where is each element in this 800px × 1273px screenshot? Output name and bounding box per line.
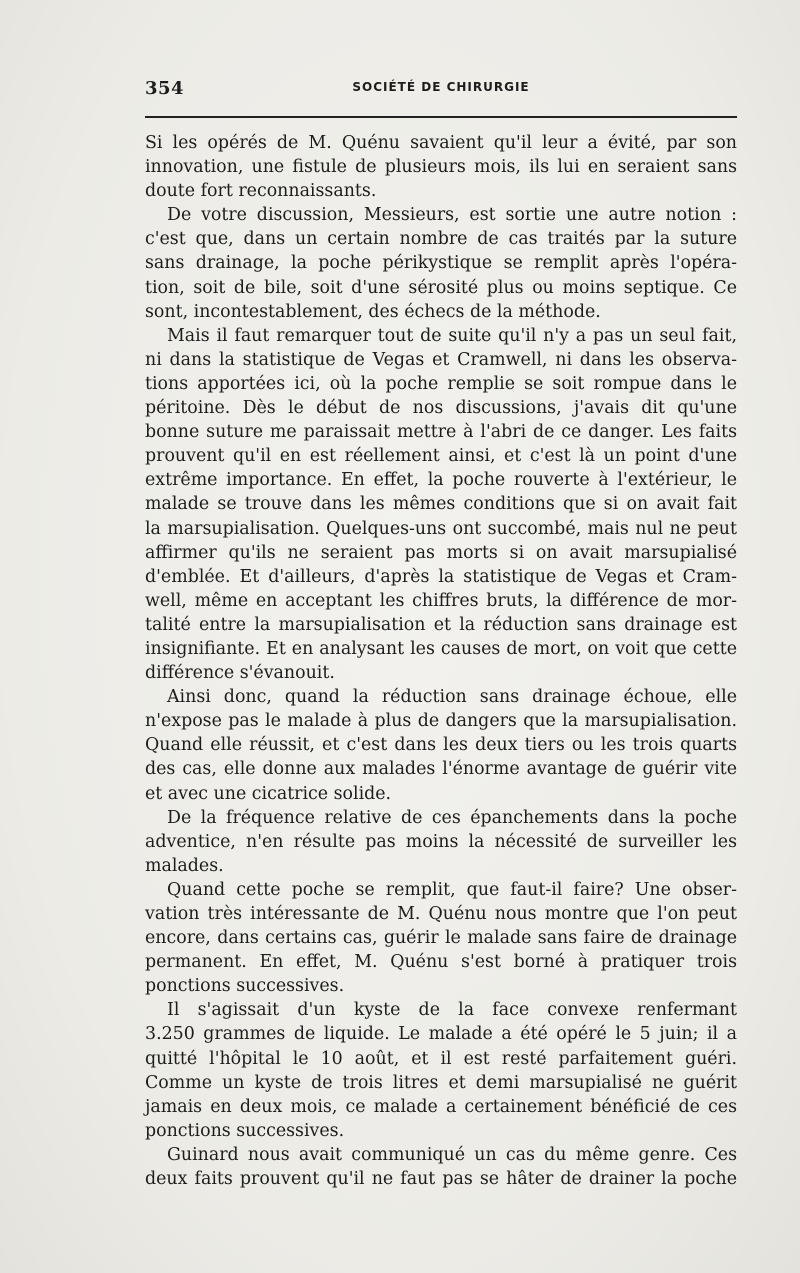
text-line: Comme un kyste de trois litres et demi marsupialisé ne guérit: [145, 1072, 737, 1093]
text-line: Si les opérés de M. Quénu savaient qu'il leur a évité, par son: [145, 133, 737, 153]
body-text: [145, 131, 737, 1191]
text-line: Quand elle réussit, et c'est dans les deux tiers ou les trois quarts: [145, 735, 737, 756]
text-line: prouvent qu'il en est réellement ainsi, et c'est là un point d'une: [145, 446, 737, 467]
text-line: doute fort reconnaissants.: [145, 181, 377, 202]
text-line: tions apportées ici, où la poche remplie se soit rompue dans le: [145, 373, 737, 394]
text-line: Guinard nous avait communiqué un cas du même genre. Ces: [167, 1144, 737, 1165]
text-line: extrême importance. En effet, la poche rouverte à l'extérieur, le: [145, 470, 737, 491]
text-line: deux faits prouvent qu'il ne faut pas se hâter de drainer la poche: [145, 1169, 737, 1190]
text-line: ponctions successives.: [145, 976, 345, 997]
text-line: quitté l'hôpital le 10 août, et il est resté parfaitement guéri.: [145, 1048, 737, 1069]
text-line: péritoine. Dès le début de nos discussions, j'avais dit qu'une: [145, 398, 737, 419]
header-rule: [145, 116, 737, 118]
text-line: adventice, n'en résulte pas moins la nécessité de surveiller les: [145, 831, 737, 852]
text-line: innovation, une fistule de plusieurs mois, ils lui en seraient sans: [145, 157, 737, 178]
text-line: c'est que, dans un certain nombre de cas traités par la suture: [145, 229, 737, 250]
text-line: ponctions successives.: [145, 1120, 345, 1141]
page-header: [145, 78, 737, 102]
text-line: malade se trouve dans les mêmes conditions que si on avait fait: [145, 494, 737, 515]
text-line: sont, incontestablement, des échecs de la méthode.: [145, 301, 601, 322]
text-line: différence s'évanouit.: [145, 663, 335, 684]
text-line: n'expose pas le malade à plus de dangers que la marsupialisation.: [145, 711, 737, 732]
text-line: De votre discussion, Messieurs, est sortie une autre notion :: [167, 205, 737, 226]
text-line: sans drainage, la poche périkystique se remplit après l'opéra-: [145, 253, 737, 274]
text-line: insignifiante. Et en analysant les causes de mort, on voit que cette: [145, 638, 737, 659]
text-line: Mais il faut remarquer tout de suite qu'il n'y a pas un seul fait,: [167, 325, 737, 346]
text-line: Il s'agissait d'un kyste de la face convexe renfermant: [167, 1000, 737, 1021]
text-line: Ainsi donc, quand la réduction sans drainage échoue, elle: [167, 687, 737, 708]
text-line: la marsupialisation. Quelques-uns ont succombé, mais nul ne peut: [145, 518, 737, 539]
page-number: 354: [145, 78, 185, 99]
text-line: 3.250 grammes de liquide. Le malade a été opéré le 5 juin; il a: [145, 1024, 737, 1045]
text-line: talité entre la marsupialisation et la réduction sans drainage est: [145, 614, 737, 635]
text-line: des cas, elle donne aux malades l'énorme avantage de guérir vite: [145, 759, 737, 780]
text-line: vation très intéressante de M. Quénu nous montre que l'on peut: [145, 904, 737, 924]
text-line: affirmer qu'ils ne seraient pas morts si on avait marsupialisé: [145, 542, 737, 563]
running-head: SOCIÉTÉ DE CHIRURGIE: [352, 80, 530, 94]
text-line: jamais en deux mois, ce malade a certainement bénéficié de ces: [145, 1096, 737, 1117]
text-line: Quand cette poche se remplit, que faut-il faire? Une obser-: [167, 879, 737, 900]
text-line: tion, soit de bile, soit d'une sérosité plus ou moins septique. Ce: [145, 277, 737, 298]
text-line: well, même en acceptant les chiffres bruts, la différence de mor-: [145, 590, 737, 611]
text-line: permanent. En effet, M. Quénu s'est borné à pratiquer trois: [145, 952, 737, 973]
text-line: et avec une cicatrice solide.: [145, 783, 392, 804]
text-line: ni dans la statistique de Vegas et Cramwell, ni dans les observa-: [145, 349, 737, 370]
text-line: d'emblée. Et d'ailleurs, d'après la statistique de Vegas et Cram-: [145, 566, 737, 587]
text-line: encore, dans certains cas, guérir le malade sans faire de drainage: [145, 928, 737, 949]
text-line: De la fréquence relative de ces épanchements dans la poche: [167, 807, 737, 828]
text-line: malades.: [145, 855, 224, 876]
text-line: bonne suture me paraissait mettre à l'abri de ce danger. Les faits: [145, 422, 737, 443]
